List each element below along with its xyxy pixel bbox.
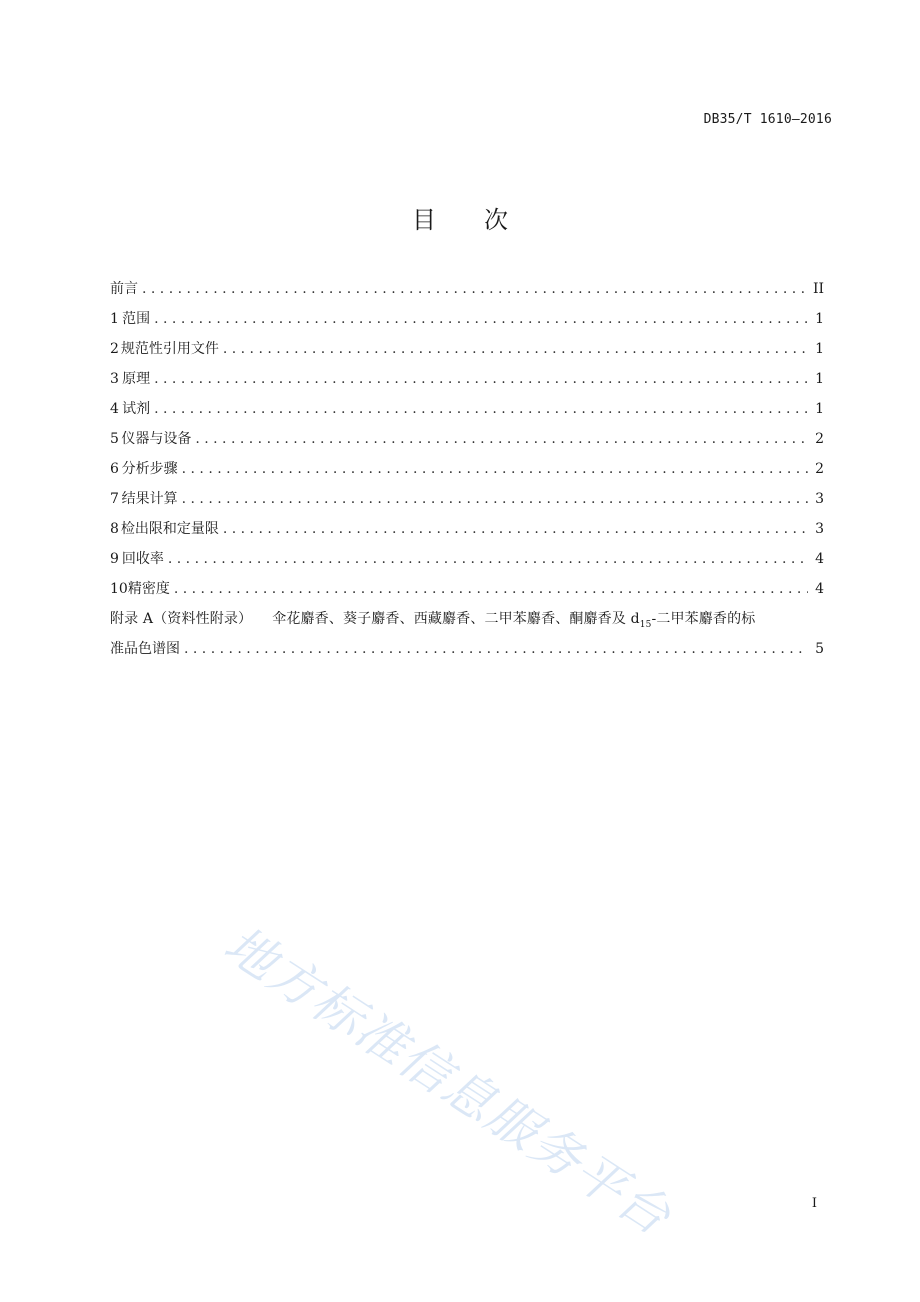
toc-entry-label: 前言: [110, 281, 138, 297]
dot-leader: [154, 368, 808, 390]
toc-entry-number: 8: [110, 521, 119, 537]
appendix-prefix: 附录 A（资料性附录）: [110, 611, 253, 627]
dot-leader: [174, 578, 808, 600]
toc-entry-number: 9: [110, 551, 119, 567]
toc-entry-label: 准品色谱图: [110, 641, 180, 657]
toc-entry-number: 2: [110, 341, 119, 357]
dot-leader: [223, 518, 808, 540]
toc-entry-foreword[interactable]: [110, 278, 824, 308]
toc-entry-number: 4: [110, 401, 119, 417]
toc-entry-page: 5: [815, 641, 824, 657]
toc-entry-8[interactable]: [110, 518, 824, 548]
toc-entry-page: 1: [815, 401, 824, 417]
toc-entry-1[interactable]: [110, 308, 824, 338]
toc-entry-label: 试剂: [122, 401, 151, 417]
dot-leader: [182, 488, 808, 510]
toc-entry-2[interactable]: [110, 338, 824, 368]
dot-leader: [154, 308, 808, 330]
toc-entry-label: 原理: [122, 371, 151, 387]
toc-entry-label: 结果计算: [121, 491, 178, 507]
dot-leader: [154, 398, 808, 420]
appendix-title-suffix: -二甲苯麝香的标: [651, 611, 756, 627]
dot-leader: [168, 548, 808, 570]
dot-leader: [195, 428, 808, 450]
toc-entry-label: 检出限和定量限: [120, 521, 219, 537]
title-char-1: 目: [412, 206, 436, 234]
toc-entry-page: 1: [815, 341, 824, 357]
toc-entry-number: 5: [110, 431, 119, 447]
toc-entry-label: 规范性引用文件: [120, 341, 219, 357]
toc-entry-number: 3: [110, 371, 119, 387]
toc-entry-number: 1: [110, 311, 119, 327]
toc-entry-page: 1: [815, 311, 824, 327]
toc-entry-3[interactable]: [110, 368, 824, 398]
page-title: [0, 200, 920, 235]
toc-entry-label: 范围: [122, 311, 151, 327]
toc-entry-page: 2: [815, 431, 824, 447]
toc-entry-label: 仪器与设备: [121, 431, 192, 447]
toc-entry-6[interactable]: [110, 458, 824, 488]
appendix-subscript: 15: [639, 619, 652, 630]
page-number: I: [811, 1196, 817, 1211]
toc-entry-5[interactable]: [110, 428, 824, 458]
toc-entry-page: 3: [815, 521, 824, 537]
dot-leader: [142, 278, 807, 300]
toc-entry-7[interactable]: [110, 488, 824, 518]
title-char-2: 次: [484, 206, 508, 234]
toc-entry-number: 6: [110, 461, 119, 477]
toc-entry-page: 3: [815, 491, 824, 507]
appendix-title: 伞花麝香、葵子麝香、西藏麝香、二甲苯麝香、酮麝香及 d: [272, 611, 640, 627]
toc-entry-10[interactable]: [110, 578, 824, 608]
toc-entry-9[interactable]: [110, 548, 824, 578]
toc-entry-number: 7: [110, 491, 119, 507]
toc-entry-page: 1: [815, 371, 824, 387]
toc-entry-page: 4: [815, 551, 824, 567]
toc-entry-label: 分析步骤: [121, 461, 178, 477]
toc-entry-appendix-a[interactable]: [110, 608, 824, 638]
toc-entry-appendix-a-continued[interactable]: [110, 638, 824, 668]
dot-leader: [184, 638, 808, 660]
toc-entry-label: 精密度: [127, 581, 170, 597]
toc-entry-page: II: [812, 281, 824, 297]
watermark: 地方标准信息服务平台: [214, 915, 682, 1247]
toc-entry-label: 回收率: [121, 551, 164, 567]
toc-entry-page: 2: [815, 461, 824, 477]
dot-leader: [182, 458, 808, 480]
dot-leader: [223, 338, 808, 360]
document-code: DB35/T 1610—2016: [703, 112, 832, 127]
toc-entry-page: 4: [815, 581, 824, 597]
toc-entry-4[interactable]: [110, 398, 824, 428]
toc-entry-number: 10: [110, 581, 128, 597]
table-of-contents: [110, 278, 824, 668]
